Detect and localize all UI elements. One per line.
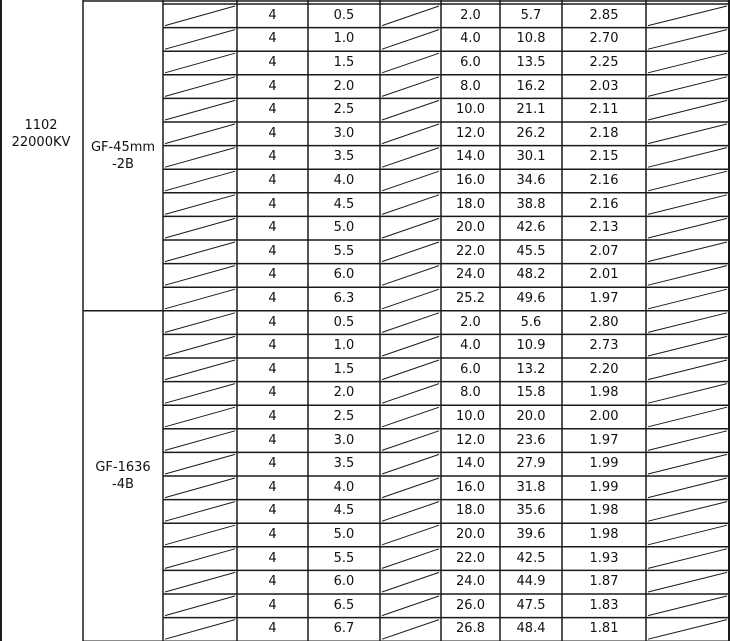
table-cell: 4: [268, 243, 277, 259]
empty-cell-slash: [382, 218, 439, 238]
empty-cell-slash: [165, 100, 235, 120]
table-cell: 2.07: [589, 243, 619, 259]
table-cell: 4: [268, 31, 277, 47]
table-cell: 21.1: [516, 102, 546, 118]
table-cell: 2.16: [589, 173, 619, 188]
empty-cell-slash: [648, 218, 727, 238]
empty-cell-slash: [648, 124, 727, 144]
table-cell: 4: [268, 125, 277, 141]
empty-cell-slash: [648, 30, 727, 50]
empty-cell-slash: [382, 336, 439, 356]
table-cell: 3.0: [333, 432, 355, 448]
empty-cell-slash: [382, 384, 439, 404]
empty-cell-slash: [648, 502, 727, 522]
motor-kv-line2: 22000KV: [11, 135, 71, 150]
empty-cell-slash: [648, 336, 727, 356]
empty-cell-slash: [165, 124, 235, 144]
empty-cell-slash: [165, 30, 235, 50]
table-cell: 2.20: [589, 361, 619, 377]
table-cell: 18.0: [456, 196, 485, 212]
table-cell: 4: [268, 338, 277, 354]
table-cell: 4.0: [333, 479, 355, 495]
table-cell: 2.00: [589, 409, 619, 424]
empty-cell-slash: [382, 124, 439, 144]
table-cell: 22.0: [456, 243, 485, 259]
table-cell: 1.93: [589, 550, 619, 566]
table-cell: 5.5: [333, 243, 355, 259]
table-cell: 42.5: [516, 550, 546, 566]
table-cell: 4.5: [333, 196, 355, 212]
table-cell: 5.0: [333, 220, 355, 236]
empty-cell-slash: [648, 620, 727, 640]
table-cell: 2.85: [589, 7, 619, 23]
table-cell: 2.70: [589, 31, 619, 47]
table-cell: 4: [268, 574, 277, 590]
empty-cell-slash: [648, 572, 727, 592]
empty-cell-slash: [648, 195, 727, 215]
empty-cell-slash: [165, 360, 235, 380]
table-cell: 4: [268, 409, 277, 424]
empty-cell-slash: [648, 6, 727, 26]
empty-cell-slash: [648, 431, 727, 451]
empty-cell-slash: [165, 431, 235, 451]
table-cell: 25.2: [456, 291, 485, 306]
table-cell: 14.0: [456, 456, 485, 472]
table-cell: 1.83: [589, 597, 619, 613]
empty-cell-slash: [382, 242, 439, 262]
empty-cell-slash: [382, 53, 439, 73]
table-cell: 6.0: [460, 55, 481, 70]
table-cell: 13.5: [516, 55, 546, 70]
table-cell: 15.8: [516, 385, 546, 401]
empty-cell-slash: [382, 148, 439, 168]
empty-cell-slash: [382, 360, 439, 380]
table-cell: 16.2: [516, 78, 546, 94]
table-cell: 4: [268, 550, 277, 566]
table-cell: 3.0: [333, 125, 355, 141]
table-cell: 2.15: [589, 149, 619, 165]
empty-cell-slash: [382, 6, 439, 26]
empty-cell-slash: [165, 148, 235, 168]
table-cell: 4: [268, 479, 277, 495]
empty-cell-slash: [165, 266, 235, 286]
table-cell: 4: [268, 220, 277, 236]
empty-cell-slash: [382, 289, 439, 309]
empty-cell-slash: [165, 407, 235, 427]
table-cell: 4: [268, 361, 277, 377]
table-cell: 6.7: [333, 621, 355, 637]
empty-cell-slash: [382, 195, 439, 215]
table-cell: 8.0: [460, 385, 481, 401]
table-cell: 2.73: [589, 338, 619, 354]
table-cell: 24.0: [456, 267, 485, 283]
empty-cell-slash: [165, 336, 235, 356]
empty-cell-slash: [382, 407, 439, 427]
table-cell: 12.0: [456, 432, 485, 448]
table-cell: 4: [268, 503, 277, 519]
empty-cell-slash: [165, 572, 235, 592]
empty-cell-slash: [382, 171, 439, 191]
table-cell: 2.0: [333, 385, 355, 401]
table-cell: 48.4: [516, 621, 546, 637]
table-cell: 6.0: [460, 361, 481, 377]
table-cell: 4: [268, 621, 277, 637]
table-cell: 4: [268, 314, 277, 330]
empty-cell-slash: [648, 171, 727, 191]
table-cell: 10.9: [516, 338, 546, 354]
empty-cell-slash: [165, 549, 235, 569]
table-cell: 39.6: [516, 527, 546, 542]
propeller-name-line2: -2B: [112, 157, 134, 172]
table-cell: 4: [268, 55, 277, 70]
table-cell: 45.5: [516, 243, 546, 259]
table-cell: 20.0: [516, 409, 546, 424]
table-cell: 1.98: [589, 527, 619, 542]
table-cell: 4: [268, 432, 277, 448]
table-cell: 4.0: [460, 31, 481, 47]
table-cell: 0.5: [333, 314, 355, 330]
table-cell: 0.5: [333, 7, 355, 23]
table-cell: 4: [268, 527, 277, 542]
empty-cell-slash: [165, 242, 235, 262]
table-cell: 1.87: [589, 574, 619, 590]
table-cell: 31.8: [516, 479, 546, 495]
table-cell: 20.0: [456, 220, 485, 236]
empty-cell-slash: [648, 242, 727, 262]
empty-cell-slash: [382, 30, 439, 50]
table-cell: 30.1: [516, 149, 546, 165]
empty-cell-slash: [382, 454, 439, 474]
empty-cell-slash: [165, 384, 235, 404]
table-cell: 1.81: [589, 621, 619, 637]
table-cell: 6.0: [333, 267, 355, 283]
table-cell: 4: [268, 456, 277, 472]
table-cell: 1.5: [333, 361, 355, 377]
table-cell: 14.0: [456, 149, 485, 165]
table-cell: 4: [268, 7, 277, 23]
propeller-name-cell-1: [91, 139, 155, 173]
empty-cell-slash: [165, 478, 235, 498]
empty-cell-slash: [165, 313, 235, 333]
table-cell: 2.0: [460, 314, 481, 330]
table-cell: 4.5: [333, 503, 355, 519]
table-cell: 2.5: [333, 102, 355, 118]
table-cell: 12.0: [456, 125, 485, 141]
empty-cell-slash: [165, 289, 235, 309]
table-cell: 1.5: [333, 55, 355, 70]
empty-cell-slash: [382, 100, 439, 120]
table-cell: 23.6: [516, 432, 546, 448]
propeller-name-cell-2: [95, 459, 150, 493]
empty-cell-slash: [648, 53, 727, 73]
table-cell: 16.0: [456, 173, 485, 188]
empty-cell-slash: [165, 195, 235, 215]
empty-cell-slash: [648, 525, 727, 545]
table-cell: 4.0: [460, 338, 481, 354]
table-cell: 10.0: [456, 102, 485, 118]
table-cell: 38.8: [516, 196, 546, 212]
table-cell: 6.0: [333, 574, 355, 590]
empty-cell-slash: [165, 6, 235, 26]
table-cell: 35.6: [516, 503, 546, 519]
empty-cell-slash: [648, 384, 727, 404]
table-cell: 49.6: [516, 291, 546, 306]
table-cell: 2.16: [589, 196, 619, 212]
table-cell: 44.9: [516, 574, 546, 590]
table-cell: 34.6: [516, 173, 546, 188]
empty-cell-slash: [648, 454, 727, 474]
table-cell: 2.5: [333, 409, 355, 424]
empty-cell-slash: [382, 313, 439, 333]
table-cell: 1.99: [589, 456, 619, 472]
table-cell: 4: [268, 597, 277, 613]
motor-model-cell: [12, 117, 71, 151]
table-cell: 42.6: [516, 220, 546, 236]
empty-cell-slash: [648, 478, 727, 498]
table-cell: 6.5: [333, 597, 355, 613]
empty-cell-slash: [648, 407, 727, 427]
table-cell: 2.80: [589, 314, 619, 330]
table-cell: 26.8: [456, 621, 485, 637]
table-cell: 5.7: [520, 7, 542, 23]
table-cell: 1.0: [333, 338, 355, 354]
empty-cell-slash: [165, 53, 235, 73]
table-cell: 5.0: [333, 527, 355, 542]
empty-cell-slash: [382, 478, 439, 498]
table-cell: 5.6: [520, 314, 542, 330]
empty-cell-slash: [648, 549, 727, 569]
empty-cell-slash: [648, 266, 727, 286]
table-cell: 13.2: [516, 361, 546, 377]
table-cell: 2.13: [589, 220, 619, 236]
table-cell: 2.03: [589, 78, 619, 94]
empty-cell-slash: [382, 431, 439, 451]
empty-cell-slash: [382, 77, 439, 97]
empty-cell-slash: [648, 313, 727, 333]
empty-cell-slash: [648, 289, 727, 309]
empty-cell-slash: [382, 266, 439, 286]
empty-cell-slash: [382, 502, 439, 522]
empty-cell-slash: [382, 549, 439, 569]
table-cell: 4: [268, 385, 277, 401]
table-cell: 26.0: [456, 597, 485, 613]
empty-cell-slash: [165, 454, 235, 474]
table-cell: 2.25: [589, 55, 619, 70]
table-cell: 8.0: [460, 78, 481, 94]
table-cell: 4: [268, 173, 277, 188]
table-cell: 27.9: [516, 456, 546, 472]
table-cell: 4: [268, 149, 277, 165]
table-cell: 4: [268, 78, 277, 94]
table-cell: 1.98: [589, 503, 619, 519]
empty-cell-slash: [165, 596, 235, 616]
empty-cell-slash: [648, 100, 727, 120]
table-cell: 24.0: [456, 574, 485, 590]
table-cell: 1.0: [333, 31, 355, 47]
empty-cell-slash: [165, 171, 235, 191]
table-cell: 1.99: [589, 479, 619, 495]
table-cell: 10.8: [516, 31, 546, 47]
empty-cell-slash: [165, 525, 235, 545]
table-cell: 2.11: [589, 102, 619, 118]
table-cell: 3.5: [333, 456, 355, 472]
empty-cell-slash: [382, 596, 439, 616]
empty-cell-slash: [648, 148, 727, 168]
empty-cell-slash: [165, 218, 235, 238]
table-cell: 16.0: [456, 479, 485, 495]
table-cell: 1.97: [589, 291, 619, 306]
empty-cell-slash: [165, 77, 235, 97]
empty-cell-slash: [648, 360, 727, 380]
table-cell: 2.01: [589, 267, 619, 283]
table-cell: 1.98: [589, 385, 619, 401]
empty-cell-slash: [382, 525, 439, 545]
propeller-name-line1: GF-45mm: [90, 140, 156, 155]
table-cell: 5.5: [333, 550, 355, 566]
table-cell: 4.0: [333, 173, 355, 188]
empty-cell-slash: [165, 502, 235, 522]
table-cell: 2.0: [333, 78, 355, 94]
table-cell: 1.97: [589, 432, 619, 448]
table-cell: 10.0: [456, 409, 485, 424]
motor-model-line1: 1102: [24, 118, 58, 133]
table-cell: 3.5: [333, 149, 355, 165]
table-cell: 6.3: [333, 291, 355, 306]
table-cell: 4: [268, 291, 277, 306]
table-cell: 47.5: [516, 597, 546, 613]
empty-cell-slash: [382, 620, 439, 640]
table-cell: 2.18: [589, 125, 619, 141]
empty-cell-slash: [382, 572, 439, 592]
table-cell: 22.0: [456, 550, 485, 566]
propeller-name-line2: -4B: [112, 477, 134, 492]
table-cell: 2.0: [460, 7, 481, 23]
table-cell: 26.2: [516, 125, 546, 141]
empty-cell-slash: [648, 596, 727, 616]
propeller-name-line1: GF-1636: [95, 460, 151, 475]
table-cell: 20.0: [456, 527, 485, 542]
table-cell: 48.2: [516, 267, 546, 283]
table-cell: 4: [268, 267, 277, 283]
empty-cell-slash: [648, 77, 727, 97]
empty-cell-slash: [165, 620, 235, 640]
table-cell: 4: [268, 196, 277, 212]
table-cell: 4: [268, 102, 277, 118]
table-cell: 18.0: [456, 503, 485, 519]
